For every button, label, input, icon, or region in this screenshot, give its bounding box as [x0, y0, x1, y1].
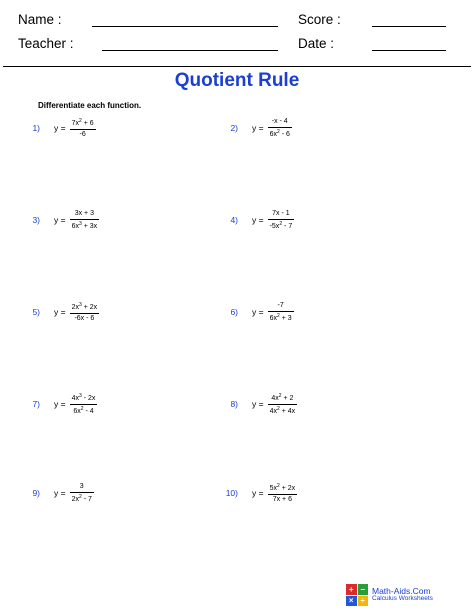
- numerator: $4x^3 - 2x$: [71, 393, 96, 402]
- name-label: Name :: [18, 12, 62, 27]
- header-divider: [3, 66, 471, 67]
- denominator: 7x + 6: [272, 496, 292, 503]
- numerator: $2x^3 + 2x$: [71, 302, 98, 311]
- problem-number: 6): [230, 307, 238, 317]
- numerator: 3: [79, 483, 84, 490]
- problem-7: [18, 393, 97, 415]
- site-logo: [346, 584, 433, 606]
- fraction-bar: [70, 129, 96, 130]
- numerator: $5x^2 + 2x$: [269, 483, 296, 492]
- denominator: -6x - 6: [74, 315, 95, 322]
- score-label: Score :: [298, 12, 341, 27]
- fraction-bar: [268, 311, 294, 312]
- y-equals: y =: [252, 399, 264, 409]
- problem-number: 8): [230, 399, 238, 409]
- problem-10: [216, 483, 297, 503]
- logo-symbol-tile: −: [358, 584, 369, 595]
- numerator: -x - 4: [271, 118, 288, 125]
- logo-symbol-tile: ×: [346, 596, 357, 607]
- problem-3: [18, 210, 99, 230]
- fraction: [268, 393, 298, 415]
- problem-2: [216, 118, 292, 138]
- denominator: $6x^2 - 6$: [269, 129, 290, 138]
- fraction-bar: [70, 313, 100, 314]
- fraction: [70, 210, 100, 230]
- fraction: [268, 302, 294, 322]
- denominator: $4x^2 + 4x$: [269, 406, 296, 415]
- fraction: [70, 393, 98, 415]
- problem-number: 9): [32, 488, 40, 498]
- instructions: Differentiate each function.: [38, 101, 142, 110]
- teacher-label: Teacher :: [18, 36, 74, 51]
- y-equals: y =: [54, 399, 66, 409]
- fraction: [268, 210, 295, 230]
- y-equals: y =: [252, 307, 264, 317]
- problem-9: [18, 483, 94, 503]
- numerator: $7x^2 + 6$: [71, 118, 94, 127]
- problem-6: [216, 302, 294, 322]
- y-equals: y =: [54, 123, 66, 133]
- y-equals: y =: [54, 215, 66, 225]
- y-equals: y =: [252, 215, 264, 225]
- logo-name: Math-Aids.Com: [372, 586, 431, 597]
- problem-number: 5): [32, 307, 40, 317]
- fraction: [70, 483, 94, 503]
- denominator: $6x^3 + 3x$: [71, 221, 98, 230]
- problem-number: 2): [230, 123, 238, 133]
- problem-number: 10): [225, 488, 238, 498]
- logo-symbol-tile: ÷: [358, 596, 369, 607]
- denominator: $6x^2 + 3$: [269, 313, 292, 322]
- problem-8: [216, 393, 297, 415]
- teacher-line[interactable]: [102, 50, 278, 51]
- fraction-bar: [70, 404, 98, 405]
- denominator: $2x^2 - 7$: [71, 494, 92, 503]
- fraction-bar: [268, 494, 298, 495]
- problem-4: [216, 210, 294, 230]
- date-line[interactable]: [372, 50, 446, 51]
- denominator: $6x^2 - 4$: [73, 406, 94, 415]
- fraction: [70, 302, 100, 322]
- score-line[interactable]: [372, 26, 446, 27]
- logo-subtitle: Calculus Worksheets: [372, 595, 433, 603]
- name-line[interactable]: [92, 26, 278, 27]
- problem-1: [18, 118, 96, 138]
- calculator-icon: [346, 584, 368, 606]
- fraction-bar: [268, 219, 295, 220]
- fraction-bar: [70, 219, 100, 220]
- problem-number: 1): [32, 123, 40, 133]
- worksheet-title: Quotient Rule: [174, 70, 300, 91]
- fraction-bar: [70, 492, 94, 493]
- y-equals: y =: [54, 488, 66, 498]
- date-label: Date :: [298, 36, 335, 51]
- problem-5: [18, 302, 99, 322]
- numerator: 3x + 3: [74, 210, 94, 217]
- problem-number: 3): [32, 215, 40, 225]
- numerator: -7: [277, 302, 284, 309]
- problem-number: 7): [32, 399, 40, 409]
- y-equals: y =: [54, 307, 66, 317]
- problem-number: 4): [230, 215, 238, 225]
- y-equals: y =: [252, 123, 264, 133]
- fraction: [268, 118, 292, 138]
- denominator: $-5x^2 - 7$: [269, 221, 293, 230]
- fraction: [70, 118, 96, 138]
- y-equals: y =: [252, 488, 264, 498]
- fraction-bar: [268, 404, 298, 405]
- logo-symbol-tile: +: [346, 584, 357, 595]
- numerator: 7x - 1: [272, 210, 290, 217]
- fraction-bar: [268, 127, 292, 128]
- numerator: $4x^2 + 2$: [271, 393, 294, 402]
- denominator: -6: [79, 131, 86, 138]
- fraction: [268, 483, 298, 503]
